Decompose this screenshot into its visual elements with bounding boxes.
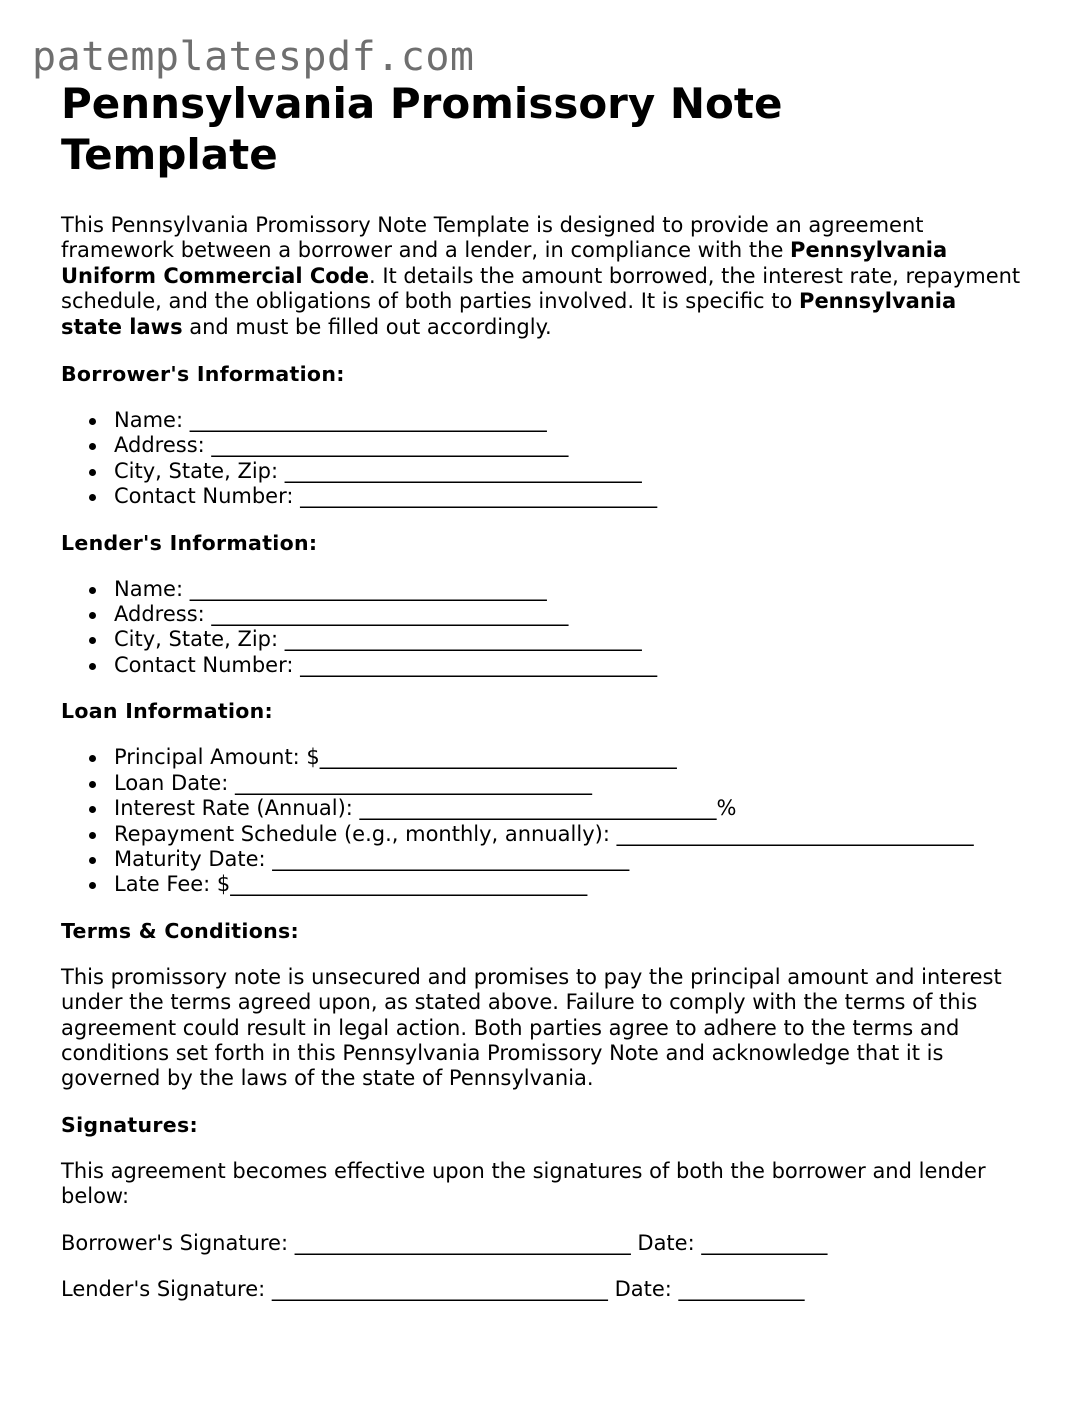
principal-amount-field[interactable]: Principal Amount: $__________________________________ xyxy=(61,745,1021,770)
watermark: patemplatespdf.com xyxy=(32,34,475,80)
borrower-city-state-zip-field[interactable]: City, State, Zip: __________________________________ xyxy=(61,459,1021,484)
intro-bold-2: Pennsylvania state laws xyxy=(61,289,957,339)
intro-paragraph xyxy=(61,213,1021,340)
borrower-signature-line[interactable]: Borrower's Signature: ________________________________ Date: ____________ xyxy=(61,1230,828,1255)
signatures-heading: Signatures: xyxy=(61,1112,199,1137)
interest-rate-field[interactable]: Interest Rate (Annual): __________________________________% xyxy=(61,796,1021,821)
lender-heading: Lender's Information: xyxy=(61,530,318,555)
borrower-contact-number-field[interactable]: Contact Number: __________________________________ xyxy=(61,484,1021,509)
loan-fields xyxy=(61,745,1021,897)
loan-heading: Loan Information: xyxy=(61,699,274,724)
lender-contact-number-field[interactable]: Contact Number: __________________________________ xyxy=(61,653,1021,678)
intro-text-1: This Pennsylvania Promissory Note Template is designed to provide an agreement framework between a borrower and a lender, in compliance with the xyxy=(61,213,924,263)
intro-bold-1: Pennsylvania Uniform Commercial Code xyxy=(61,238,948,288)
borrower-address-field[interactable]: Address: __________________________________ xyxy=(61,433,1021,458)
document-page xyxy=(61,78,1021,1302)
lender-city-state-zip-field[interactable]: City, State, Zip: __________________________________ xyxy=(61,627,1021,652)
intro-text-3: and must be filled out accordingly. xyxy=(182,314,552,339)
terms-heading: Terms & Conditions: xyxy=(61,918,300,943)
lender-signature-line[interactable]: Lender's Signature: ________________________________ Date: ____________ xyxy=(61,1276,805,1301)
signatures-paragraph: This agreement becomes effective upon the signatures of both the borrower and lender below: xyxy=(61,1158,986,1209)
lender-fields xyxy=(61,577,1021,679)
borrower-fields xyxy=(61,408,1021,510)
lender-name-field[interactable]: Name: __________________________________ xyxy=(61,577,1021,602)
lender-address-field[interactable]: Address: __________________________________ xyxy=(61,602,1021,627)
repayment-schedule-field[interactable]: Repayment Schedule (e.g., monthly, annually): __________________________________ xyxy=(61,822,1021,847)
borrower-heading: Borrower's Information: xyxy=(61,362,345,387)
page-title: Pennsylvania Promissory Note Template xyxy=(61,79,783,179)
loan-date-field[interactable]: Loan Date: __________________________________ xyxy=(61,771,1021,796)
terms-paragraph: This promissory note is unsecured and promises to pay the principal amount and interest under the terms agreed upon, as stated above. Failure to comply with the terms of this agreement could result in legal action. Both parties agree to adhere to the terms and conditions set forth in this Pennsylvania Promissory Note and acknowledge that it is governed by the laws of the state of Pennsylvania. xyxy=(61,964,1002,1091)
intro-text-2: . It details the amount borrowed, the interest rate, repayment schedule, and the obligations of both parties involved. It is specific to xyxy=(61,263,1021,314)
late-fee-field[interactable]: Late Fee: $__________________________________ xyxy=(61,872,1021,897)
maturity-date-field[interactable]: Maturity Date: __________________________________ xyxy=(61,847,1021,872)
borrower-name-field[interactable]: Name: __________________________________ xyxy=(61,408,1021,433)
